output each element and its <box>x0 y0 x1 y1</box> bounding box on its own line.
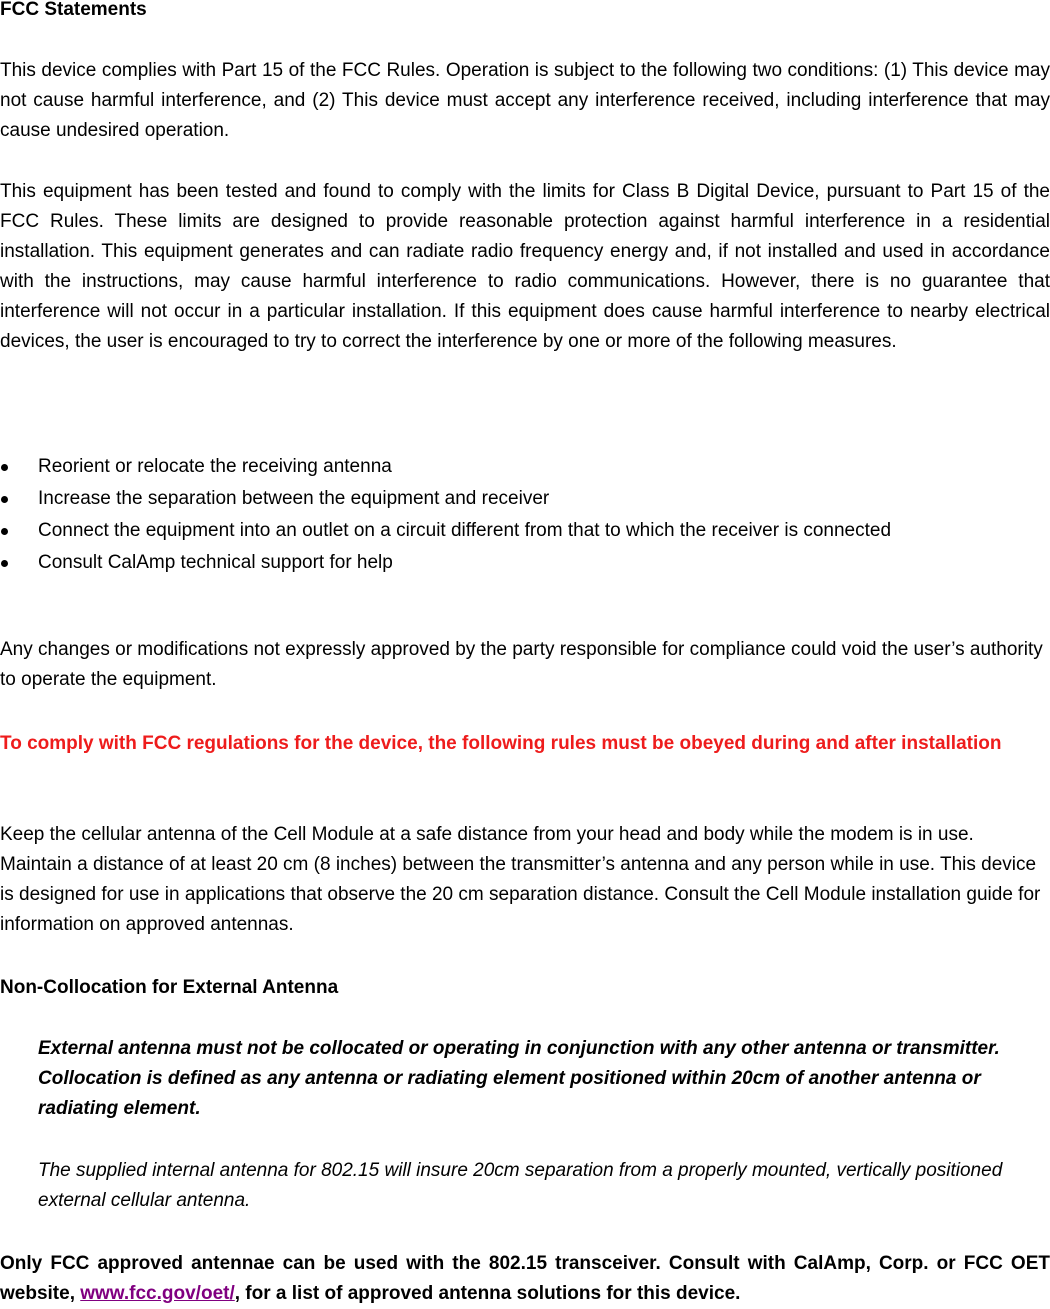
paragraph-class-b: This equipment has been tested and found to comply with the limits for Class B Digital Device, pursuant to Part 15 of the FCC Rules. These limits are designed to provide reasonable protection against harmful interference in a residential installation. This equipment generates and can radiate radio frequency energy and, if not installed and used in accordance with the instructions, may cause harmful interference to radio communications. However, there is no guarantee that interference will not occur in a particular installation. If this equipment does cause harmful interference to nearby electrical devices, the user is encouraged to try to correct the interference by one or more of the following measures. <box>0 181 1050 352</box>
internal-antenna-note: The supplied internal antenna for 802.15 will insure 20cm separation from a properly mounted, vertically positioned external cellular antenna. <box>38 1160 1003 1211</box>
paragraph-rf-exposure: Keep the cellular antenna of the Cell Module at a safe distance from your head and body while the modem is in use. Maintain a distance of at least 20 cm (8 inches) between the transmitter’s antenna and any person while in use. This device is designed for use in applications that observe the 20 cm separation distance. Consult the Cell Module installation guide for information on approved antennas. <box>0 824 1041 935</box>
list-item: Consult CalAmp technical support for help <box>0 548 1050 578</box>
approved-antennas-paragraph: Only FCC approved antennae can be used with the 802.15 transceiver. Consult with CalAmp, Corp. or FCC OET website, www.fcc.gov/oet/, for a list of approved antenna solutions for this device. <box>0 1253 1050 1304</box>
paragraph-modifications: Any changes or modifications not expressly approved by the party responsible for compliance could void the user’s authority to operate the equipment. <box>0 639 1043 690</box>
noncollocation-heading: Non-Collocation for External Antenna <box>0 977 339 998</box>
fcc-oet-link[interactable]: www.fcc.gov/oet/ <box>80 1283 235 1304</box>
bullet-icon <box>1 528 8 535</box>
warning-heading: To comply with FCC regulations for the device, the following rules must be obeyed during and after installation <box>0 733 1002 754</box>
list-item: Increase the separation between the equipment and receiver <box>0 484 1050 514</box>
noncollocation-rule: External antenna must not be collocated or operating in conjunction with any other antenna or transmitter. Collocation is defined as any antenna or radiating element positioned within 20cm of another antenna or radiating element. <box>38 1038 1000 1119</box>
measures-list <box>0 452 1050 580</box>
bullet-icon <box>1 464 8 471</box>
page-title: FCC Statements <box>0 0 147 20</box>
bullet-icon <box>1 496 8 503</box>
list-item: Connect the equipment into an outlet on a circuit different from that to which the receiver is connected <box>0 516 1050 546</box>
bullet-icon <box>1 560 8 567</box>
paragraph-compliance: This device complies with Part 15 of the FCC Rules. Operation is subject to the following two conditions: (1) This device may not cause harmful interference, and (2) This device must accept any interference received, including interference that may cause undesired operation. <box>0 60 1050 141</box>
list-item: Reorient or relocate the receiving antenna <box>0 452 1050 482</box>
